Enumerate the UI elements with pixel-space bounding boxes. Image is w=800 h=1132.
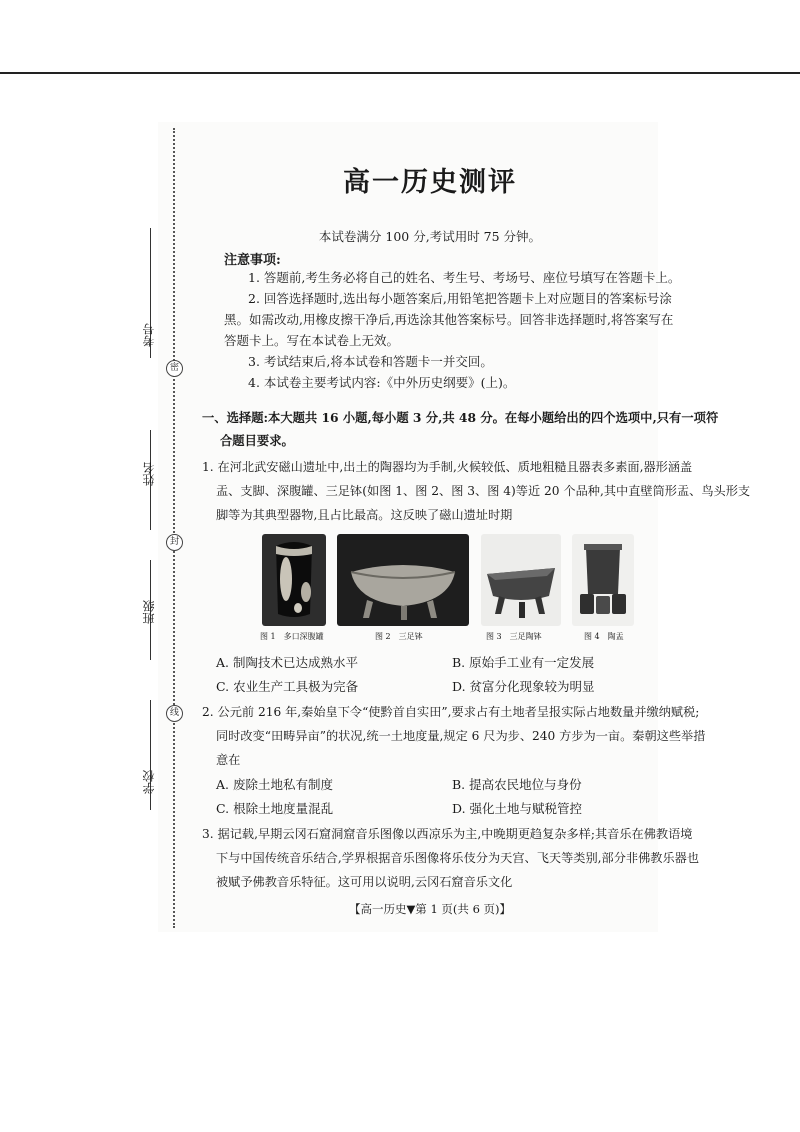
- option-d: D. 强化土地与赋税管控: [452, 801, 583, 816]
- notice-line: 3. 考试结束后,将本试卷和答题卡一并交回。: [248, 354, 493, 369]
- school-label: 学校: [142, 770, 156, 794]
- notice-line: 黑。如需改动,用橡皮擦干净后,再选涂其他答案标号。回答非选择题时,将答案写在: [224, 312, 674, 327]
- figure-caption: 图 2 三足钵: [375, 632, 423, 641]
- figure-3-tripod-pottery: [481, 534, 561, 626]
- top-rule: [0, 72, 800, 74]
- notice-line: 答题卡上。写在本试卷上无效。: [224, 333, 400, 348]
- figure-4-pottery-jar: [572, 534, 634, 626]
- line-mark: 线: [166, 705, 183, 722]
- question-2-text: 2. 公元前 216 年,秦始皇下令“使黔首自实田”,要求占有土地者呈报实际占地数量并缴纳赋税;: [202, 705, 700, 719]
- section-heading: 一、选择题:本大题共 16 小题,每小题 3 分,共 48 分。在每小题给出的四个选项中,只有一项符: [202, 410, 719, 425]
- option-d: D. 贫富分化现象较为明显: [452, 679, 595, 694]
- page-footer: 【高一历史▼第 1 页(共 6 页)】: [348, 902, 512, 916]
- question-1-text: 盂、支脚、深腹罐、三足钵(如图 1、图 2、图 3、图 4)等近 20 个品种,其中直壁筒形盂、鸟头形支: [216, 484, 751, 498]
- section-heading-cont: 合题目要求。: [220, 433, 294, 448]
- question-3-text: 被赋予佛教音乐特征。这可用以说明,云冈石窟音乐文化: [216, 875, 513, 889]
- figure-caption: 图 3 三足陶钵: [486, 632, 542, 641]
- option-c: C. 根除土地度量混乱: [216, 801, 334, 816]
- notice-line: 2. 回答选择题时,选出每小题答案后,用铅笔把答题卡上对应题目的答案标号涂: [248, 291, 672, 306]
- question-1-text: 脚等为其典型器物,且占比最高。这反映了磁山遗址时期: [216, 508, 513, 522]
- option-a: A. 废除土地私有制度: [216, 777, 333, 792]
- question-1-text: 1. 在河北武安磁山遗址中,出土的陶器均为手制,火候较低、质地粗糙且器表多素面,器形涵盖: [202, 460, 693, 474]
- binding-dotted-line: [173, 128, 175, 928]
- figure-1-jar: [262, 534, 326, 626]
- figure-caption: 图 4 陶盂: [584, 632, 624, 641]
- option-c: C. 农业生产工具极为完备: [216, 679, 359, 694]
- question-3-text: 3. 据记载,早期云冈石窟洞窟音乐图像以西凉乐为主,中晚期更趋复杂多样;其音乐在佛教语境: [202, 827, 693, 841]
- exam-subtitle: 本试卷满分 100 分,考试用时 75 分钟。: [318, 229, 542, 244]
- notice-line: 1. 答题前,考生务必将自己的姓名、考生号、考场号、座位号填写在答题卡上。: [248, 270, 681, 285]
- sealed-mark: 封: [166, 534, 183, 551]
- figure-caption: 图 1 多口深腹罐: [260, 632, 324, 641]
- class-label: 班级: [142, 600, 156, 624]
- page-title: 高一历史测评: [343, 167, 517, 198]
- seal-mark: 密: [166, 360, 183, 377]
- option-a: A. 制陶技术已达成熟水平: [216, 655, 358, 670]
- exam-no-label: 考号: [142, 323, 156, 347]
- option-b: B. 原始手工业有一定发展: [452, 655, 595, 670]
- figure-2-tripod-bowl: [337, 534, 469, 626]
- notice-line: 4. 本试卷主要考试内容:《中外历史纲要》(上)。: [248, 375, 516, 390]
- name-label: 姓名: [142, 462, 156, 486]
- question-2-text: 同时改变“田畴异亩”的状况,统一土地度量,规定 6 尺为步、240 方步为一亩。秦朝这些举措: [216, 729, 706, 743]
- option-b: B. 提高农民地位与身份: [452, 777, 582, 792]
- question-3-text: 下与中国传统音乐结合,学界根据音乐图像将乐伎分为天宫、飞天等类别,部分非佛教乐器也: [216, 851, 700, 865]
- notice-heading: 注意事项:: [224, 253, 281, 268]
- question-2-text: 意在: [216, 753, 241, 767]
